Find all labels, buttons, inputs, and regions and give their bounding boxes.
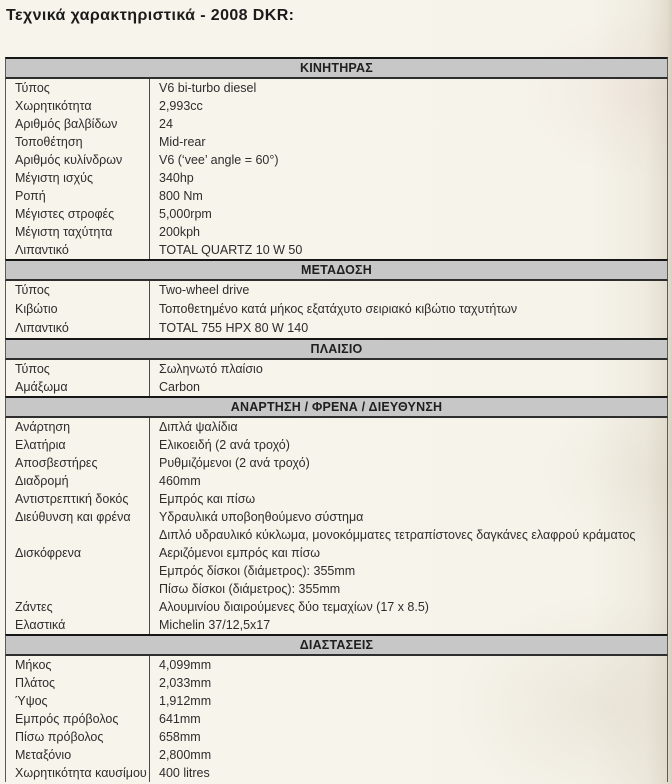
- spec-label: [6, 526, 149, 544]
- spec-label: Δισκόφρενα: [15, 546, 82, 560]
- spec-row: [6, 580, 667, 598]
- spec-value: 2,800mm: [149, 746, 667, 764]
- spec-label: Τύπος: [15, 362, 50, 376]
- spec-label: Ζάντες: [15, 600, 53, 614]
- spec-label: Ροπή: [15, 189, 46, 203]
- spec-label: Ανάρτηση: [15, 420, 71, 434]
- spec-value: TOTAL 755 HPX 80 W 140: [149, 319, 667, 338]
- spec-row: [6, 490, 667, 508]
- spec-row: [6, 378, 667, 396]
- spec-row: [6, 169, 667, 187]
- spec-row: [6, 97, 667, 115]
- section-body: [5, 656, 668, 782]
- spec-row: [6, 562, 667, 580]
- spec-row: [6, 436, 667, 454]
- spec-value: Ελικοειδή (2 ανά τροχό): [149, 436, 667, 454]
- spec-row: [6, 656, 667, 674]
- spec-value: Εμπρός και πίσω: [149, 490, 667, 508]
- spec-label: Μήκος: [15, 658, 52, 672]
- spec-value: 340hp: [149, 169, 667, 187]
- spec-label: Εμπρός πρόβολος: [15, 712, 119, 726]
- spec-label: Λιπαντικό: [15, 243, 69, 257]
- spec-value: 24: [149, 115, 667, 133]
- spec-row: [6, 508, 667, 526]
- spec-label: Τύπος: [15, 81, 50, 95]
- spec-row: [6, 764, 667, 782]
- section-header: ΚΙΝΗΤΗΡΑΣ: [5, 57, 668, 79]
- spec-value: 4,099mm: [149, 656, 667, 674]
- spec-row: [6, 728, 667, 746]
- spec-label: [6, 580, 149, 598]
- spec-row: [6, 418, 667, 436]
- section-body: [5, 281, 668, 338]
- spec-value: 2,993cc: [149, 97, 667, 115]
- spec-row: [6, 692, 667, 710]
- spec-row: [6, 674, 667, 692]
- spec-row: [6, 205, 667, 223]
- spec-value: Mid-rear: [149, 133, 667, 151]
- section-header: ΑΝΑΡΤΗΣΗ / ΦΡΕΝΑ / ΔΙΕΥΘΥΝΣΗ: [5, 396, 668, 418]
- spec-label: Ελατήρια: [15, 438, 66, 452]
- spec-row: [6, 598, 667, 616]
- section-header: ΜΕΤΑΔΟΣΗ: [5, 259, 668, 281]
- spec-value: Σωληνωτό πλαίσιο: [149, 360, 667, 378]
- spec-row: [6, 319, 667, 338]
- spec-label: Τοποθέτηση: [15, 135, 83, 149]
- spec-label: Πίσω πρόβολος: [15, 730, 104, 744]
- spec-value: Two-wheel drive: [149, 281, 667, 300]
- section-body: [5, 79, 668, 259]
- spec-row: [6, 472, 667, 490]
- spec-value: Αεριζόμενοι εμπρός και πίσω: [149, 544, 667, 562]
- spec-value: Ρυθμιζόμενοι (2 ανά τροχό): [149, 454, 667, 472]
- spec-value: 460mm: [149, 472, 667, 490]
- spec-label: Χωρητικότητα: [15, 99, 92, 113]
- spec-row: [6, 616, 667, 634]
- spec-row: [6, 710, 667, 728]
- spec-value: V6 (‘vee’ angle = 60°): [149, 151, 667, 169]
- spec-value: Αλουμινίου διαιρούμενες δύο τεμαχίων (17 x 8.5): [149, 598, 667, 616]
- spec-row: [6, 241, 667, 259]
- spec-label: Αμάξωμα: [15, 380, 68, 394]
- spec-label: Κιβώτιο: [15, 302, 58, 316]
- spec-row: [6, 746, 667, 764]
- spec-value: Υδραυλικά υποβοηθούμενο σύστημα: [149, 508, 667, 526]
- section-body: [5, 360, 668, 396]
- spec-table: [5, 57, 668, 782]
- section-body: [5, 418, 668, 634]
- spec-value: Εμπρός δίσκοι (διάμετρος): 355mm: [149, 562, 667, 580]
- spec-row: [6, 281, 667, 300]
- spec-row: [6, 544, 667, 562]
- section-header: ΠΛΑΙΣΙΟ: [5, 338, 668, 360]
- spec-value: 1,912mm: [149, 692, 667, 710]
- spec-row: [6, 454, 667, 472]
- spec-value: 658mm: [149, 728, 667, 746]
- spec-value: 2,033mm: [149, 674, 667, 692]
- spec-label: [6, 562, 149, 580]
- spec-label: Μέγιστες στροφές: [15, 207, 115, 221]
- spec-label: Διαδρομή: [15, 474, 69, 488]
- spec-row: [6, 133, 667, 151]
- spec-value: 5,000rpm: [149, 205, 667, 223]
- spec-row: [6, 115, 667, 133]
- spec-label: Ελαστικά: [15, 618, 66, 632]
- spec-label: Μέγιστη ισχύς: [15, 171, 94, 185]
- spec-label: Μεταξόνιο: [15, 748, 72, 762]
- spec-row: [6, 526, 667, 544]
- spec-label: Χωρητικότητα καυσίμου: [15, 766, 147, 780]
- spec-label: Πλάτος: [15, 676, 56, 690]
- spec-label: Ύψος: [15, 694, 48, 708]
- spec-value: Πίσω δίσκοι (διάμετρος): 355mm: [149, 580, 667, 598]
- spec-value: Διπλό υδραυλικό κύκλωμα, μονοκόμματες τετραπίστονες δαγκάνες ελαφρού κράματος: [149, 526, 667, 544]
- spec-value: 800 Nm: [149, 187, 667, 205]
- spec-label: Λιπαντικό: [15, 321, 69, 335]
- spec-value: 641mm: [149, 710, 667, 728]
- spec-row: [6, 360, 667, 378]
- section-header: ΔΙΑΣΤΑΣΕΙΣ: [5, 634, 668, 656]
- spec-label: Μέγιστη ταχύτητα: [15, 225, 113, 239]
- spec-row: [6, 223, 667, 241]
- spec-label: Αποσβεστήρες: [15, 456, 98, 470]
- spec-value: Michelin 37/12,5x17: [149, 616, 667, 634]
- spec-value: V6 bi-turbo diesel: [149, 79, 667, 97]
- spec-label: Αριθμός κυλίνδρων: [15, 153, 123, 167]
- spec-row: [6, 151, 667, 169]
- spec-row: [6, 79, 667, 97]
- spec-value: Carbon: [149, 378, 667, 396]
- spec-value: Διπλά ψαλίδια: [149, 418, 667, 436]
- spec-label: Αντιστρεπτική δοκός: [15, 492, 129, 506]
- spec-value: 200kph: [149, 223, 667, 241]
- spec-label: Τύπος: [15, 283, 50, 297]
- spec-value: TOTAL QUARTZ 10 W 50: [149, 241, 667, 259]
- spec-value: 400 litres: [149, 764, 667, 782]
- spec-value: Τοποθετημένο κατά μήκος εξατάχυτο σειριακό κιβώτιο ταχυτήτων: [149, 300, 667, 319]
- page-title: Τεχνικά χαρακτηριστικά - 2008 DKR:: [6, 7, 295, 24]
- spec-row: [6, 187, 667, 205]
- spec-label: Αριθμός βαλβίδων: [15, 117, 118, 131]
- spec-label: Διεύθυνση και φρένα: [15, 510, 131, 524]
- spec-row: [6, 300, 667, 319]
